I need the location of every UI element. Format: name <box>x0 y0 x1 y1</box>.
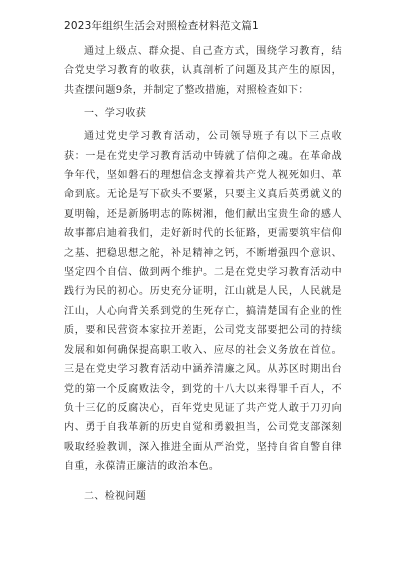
section-heading-problems: 二、检视问题 <box>84 490 147 502</box>
intro-paragraph: 通过上级点、群众提、自己查方式，围绕学习教育，结合党史学习教育的收获，认真剖析了问题及其产生的原因，共查摆问题9条，并制定了整改措施，对照检查如下： <box>64 46 342 96</box>
document-title: 2023年组织生活会对照检查材料范文篇1 <box>64 20 259 32</box>
section-heading-learning-gains: 一、学习收获 <box>84 108 147 120</box>
learning-gains-paragraph: 通过党史学习教育活动，公司领导班子有以下三点收获：一是在党史学习教育活动中铸就了信仰之魂。在革命战争年代，坚如磐石的理想信念支撑着共产党人视死如归、革命到底。无论是写下砍头不要紧，只要主义真后英勇就义的夏明翰，还是新肠明志的陈树湘，他们献出宝贵生命的感人故事都启迪着我们，走好新时代的长征路，更需要筑牢信仰之基、把稳思想之舵，补足精神之钙，不断增强四个意识、坚定四个自信、做到两个维护。二是在党史学习教育活动中践行为民的初心。历史充分证明，江山就是人民，人民就是江山，人心向背关系到党的生死存亡，搞清楚国有企业的性质，要和民营资本家拉开差距，公司党支部要把公司的持续发展和如何确保提高职工收入、应尽的社会义务放在首位。三是在党史学习教育活动中涵养清廉之风。从苏区时期出台党的第一个反腐败法令，到党的十八大以来得罪千百人，不负十三亿的反腐决心，百年党史见证了共产党人敢于刀刃向内、勇于自我革新的历史自觉和勇毅担当，公司党支部深刻吸取经验教训，深入推进全面从严治党，坚持自省自警自律自重，永葆清正廉洁的政治本色。 <box>64 131 342 473</box>
